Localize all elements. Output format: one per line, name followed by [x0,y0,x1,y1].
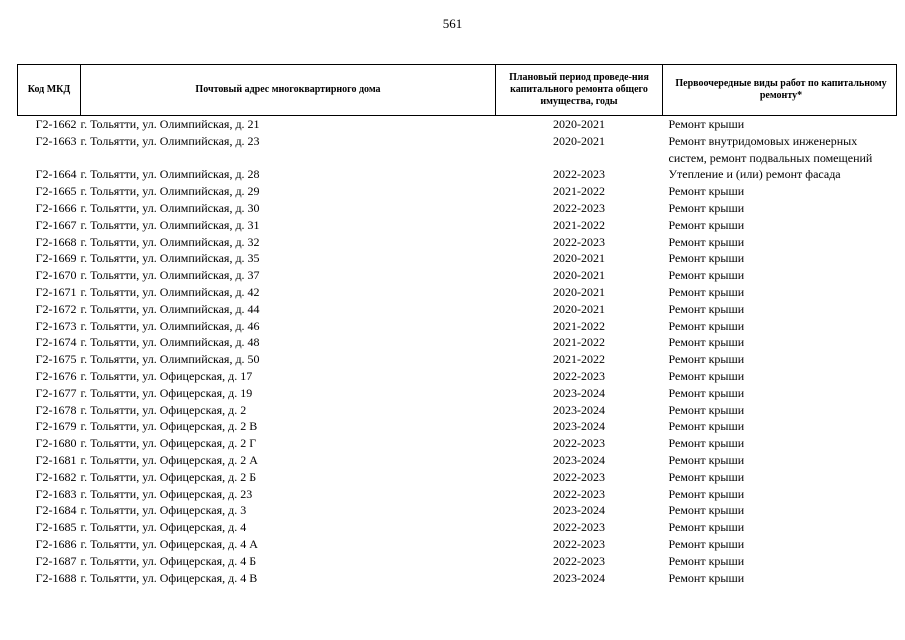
table-row [18,418,897,435]
row-works: Ремонт крыши [668,200,745,215]
row-code: Г2-1671 [35,284,77,299]
table-row [18,570,897,587]
row-code: Г2-1679 [35,419,77,434]
row-period: 2022-2023 [553,520,605,535]
row-code: Г2-1672 [35,301,77,316]
row-works: Ремонт крыши [668,469,745,484]
row-period: 2021-2022 [553,217,605,232]
table-row [18,502,897,519]
row-address: г. Тольятти, ул. Офицерская, д. 4 А [80,536,258,551]
row-works: Ремонт крыши [668,486,745,501]
row-period: 2021-2022 [553,335,605,350]
row-code: Г2-1673 [35,318,77,333]
row-works: Ремонт крыши [668,553,745,568]
table-row [18,385,897,402]
header-period: Плановый период проведе-ния капитального ремонта общего имущества, годы [496,65,663,116]
table-row [18,452,897,469]
row-works: Ремонт крыши [668,436,745,451]
table-row [18,402,897,419]
row-code: Г2-1666 [35,200,77,215]
table-row [18,116,897,133]
row-period: 2020-2021 [553,268,605,283]
row-address: г. Тольятти, ул. Офицерская, д. 17 [80,368,253,383]
header-works: Первоочередные виды работ по капитальному ремонту* [663,65,897,116]
row-works: Ремонт крыши [668,284,745,299]
row-code: Г2-1664 [35,167,77,182]
row-address: г. Тольятти, ул. Олимпийская, д. 28 [80,167,260,182]
row-period: 2023-2024 [553,452,605,467]
row-address: г. Тольятти, ул. Офицерская, д. 2 А [80,452,258,467]
row-address: г. Тольятти, ул. Офицерская, д. 19 [80,385,253,400]
table-row [18,536,897,553]
row-period: 2023-2024 [553,402,605,417]
row-code: Г2-1662 [35,117,77,131]
table-row [18,234,897,251]
row-works: Ремонт крыши [668,368,745,383]
row-works: Ремонт крыши [668,385,745,400]
header-row [18,65,897,116]
row-code: Г2-1678 [35,402,77,417]
row-address: г. Тольятти, ул. Олимпийская, д. 50 [80,352,260,367]
row-address: г. Тольятти, ул. Офицерская, д. 2 [80,402,247,417]
row-code: Г2-1670 [35,268,77,283]
row-address: г. Тольятти, ул. Олимпийская, д. 30 [80,200,260,215]
row-works: Ремонт крыши [668,268,745,283]
table-row [18,469,897,486]
page-number: 561 [442,16,463,31]
row-works: Ремонт крыши [668,184,745,199]
row-period: 2022-2023 [553,469,605,484]
row-address: г. Тольятти, ул. Олимпийская, д. 44 [80,301,260,316]
row-period: 2023-2024 [553,385,605,400]
row-period: 2020-2021 [553,117,605,131]
row-period: 2022-2023 [553,368,605,383]
row-address: г. Тольятти, ул. Олимпийская, д. 42 [80,284,260,299]
row-address: г. Тольятти, ул. Офицерская, д. 4 В [80,570,258,585]
row-code: Г2-1680 [35,436,77,451]
row-works: Ремонт крыши [668,503,745,518]
row-code: Г2-1688 [35,570,77,585]
row-period: 2020-2021 [553,133,605,148]
row-address: г. Тольятти, ул. Офицерская, д. 3 [80,503,247,518]
row-code: Г2-1686 [35,536,77,551]
row-code: Г2-1685 [35,520,77,535]
row-works: Ремонт крыши [668,402,745,417]
row-code: Г2-1681 [35,452,77,467]
row-period: 2022-2023 [553,436,605,451]
table-row [18,368,897,385]
row-address: г. Тольятти, ул. Офицерская, д. 23 [80,486,253,501]
row-code: Г2-1684 [35,503,77,518]
row-period: 2022-2023 [553,234,605,249]
table-row [18,217,897,234]
row-works: Ремонт крыши [668,335,745,350]
row-period: 2020-2021 [553,301,605,316]
row-works: Ремонт крыши [668,117,745,131]
table-row [18,351,897,368]
row-period: 2021-2022 [553,352,605,367]
row-code: Г2-1669 [35,251,77,266]
row-works: Ремонт крыши [668,570,745,585]
row-code: Г2-1665 [35,184,77,199]
row-address: г. Тольятти, ул. Олимпийская, д. 32 [80,234,260,249]
table-row [18,519,897,536]
table-row [18,166,897,183]
capital-repair-table [17,64,897,586]
row-works: Ремонт крыши [668,352,745,367]
row-works: Ремонт крыши [668,234,745,249]
row-period: 2022-2023 [553,200,605,215]
row-period: 2023-2024 [553,570,605,585]
row-works: Ремонт крыши [668,301,745,316]
row-works: Ремонт крыши [668,452,745,467]
row-works: Ремонт внутридомовых инженерных систем, ремонт подвальных помещений [668,133,873,165]
table-row [18,334,897,351]
table-row [18,267,897,284]
row-period: 2022-2023 [553,553,605,568]
row-code: Г2-1682 [35,469,77,484]
row-period: 2021-2022 [553,318,605,333]
table-row [18,301,897,318]
row-code: Г2-1668 [35,234,77,249]
row-works: Ремонт крыши [668,520,745,535]
row-period: 2023-2024 [553,419,605,434]
row-works: Ремонт крыши [668,251,745,266]
table-header [18,65,897,116]
row-code: Г2-1676 [35,368,77,383]
row-code: Г2-1663 [35,133,77,148]
row-period: 2020-2021 [553,251,605,266]
row-address: г. Тольятти, ул. Олимпийская, д. 29 [80,184,260,199]
table-row [18,250,897,267]
row-address: г. Тольятти, ул. Олимпийская, д. 31 [80,217,260,232]
table-row [18,486,897,503]
row-address: г. Тольятти, ул. Олимпийская, д. 23 [80,133,260,148]
row-code: Г2-1674 [35,335,77,350]
table-row [18,133,897,167]
row-works: Ремонт крыши [668,318,745,333]
row-code: Г2-1677 [35,385,77,400]
row-address: г. Тольятти, ул. Олимпийская, д. 35 [80,251,260,266]
row-address: г. Тольятти, ул. Офицерская, д. 4 Б [80,553,257,568]
table-body [18,116,897,587]
row-address: г. Тольятти, ул. Олимпийская, д. 48 [80,335,260,350]
table-row [18,183,897,200]
row-address: г. Тольятти, ул. Офицерская, д. 4 [80,520,247,535]
row-code: Г2-1683 [35,486,77,501]
header-address: Почтовый адрес многоквартирного дома [81,65,496,116]
row-period: 2022-2023 [553,536,605,551]
row-address: г. Тольятти, ул. Олимпийская, д. 21 [80,117,260,131]
row-address: г. Тольятти, ул. Олимпийская, д. 46 [80,318,260,333]
table-row [18,318,897,335]
row-address: г. Тольятти, ул. Офицерская, д. 2 В [80,419,258,434]
row-code: Г2-1667 [35,217,77,232]
header-code: Код МКД [18,65,81,116]
row-period: 2023-2024 [553,503,605,518]
row-period: 2022-2023 [553,167,605,182]
row-works: Утепление и (или) ремонт фасада [668,167,841,182]
table-row [18,200,897,217]
row-address: г. Тольятти, ул. Олимпийская, д. 37 [80,268,260,283]
row-period: 2020-2021 [553,284,605,299]
row-code: Г2-1687 [35,553,77,568]
row-works: Ремонт крыши [668,536,745,551]
row-period: 2021-2022 [553,184,605,199]
row-period: 2022-2023 [553,486,605,501]
row-code: Г2-1675 [35,352,77,367]
row-works: Ремонт крыши [668,419,745,434]
table-row [18,284,897,301]
row-works: Ремонт крыши [668,217,745,232]
row-address: г. Тольятти, ул. Офицерская, д. 2 Б [80,469,257,484]
table-row [18,435,897,452]
row-address: г. Тольятти, ул. Офицерская, д. 2 Г [80,436,257,451]
table-row [18,553,897,570]
